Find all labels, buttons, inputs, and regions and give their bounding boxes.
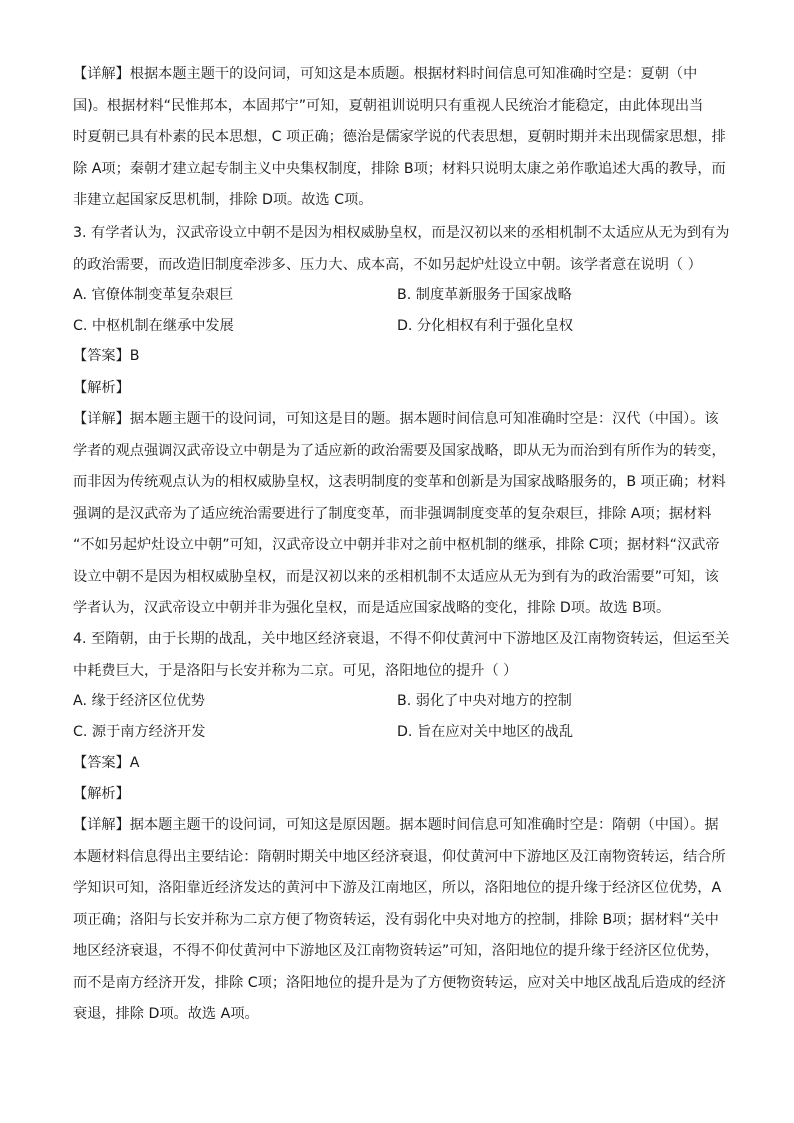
q2-explanation-line: 除 A项；秦朝才建立起专制主义中央集权制度，排除 B项；材料只说明太康之弟作歌追述大禹的教导，而 [73, 160, 726, 177]
q4-explanation-line: 本题材料信息得出主要结论：隋朝时期关中地区经济衰退，仰仗黄河中下游地区及江南物资转运，结合所 [73, 848, 726, 865]
q3-option-b: B. 制度革新服务于国家战略 [397, 287, 572, 303]
q2-explanation-line: 【详解】根据本题主题干的设问词，可知这是本质题。根据材料时间信息可知准确时空是：夏朝（中 [73, 66, 698, 82]
q3-explanation-line: “不如另起炉灶设立中朝”可知，汉武帝设立中朝并非对之前中枢机制的继承，排除 C项；据材料“汉武帝 [73, 537, 720, 553]
q4-stem [73, 624, 730, 687]
q4-explanation-line: 项正确；洛阳与长安并称为二京方便了物资转运，没有弱化中央对地方的控制，排除 B项；据材料“关中 [73, 911, 719, 928]
q4-explanation [73, 810, 726, 1031]
q3-option-c: C. 中枢机制在继承中发展 [73, 318, 234, 334]
q3-explanation [73, 404, 726, 625]
q4-stem-line: 中耗费巨大，于是洛阳与长安并称为二京。可见，洛阳地位的提升（ ） [73, 662, 518, 679]
q2-explanation [73, 59, 726, 217]
q4-analysis-label: 【解析】 [73, 786, 130, 802]
q3-stem-line: 的政治需要，而改造旧制度牵涉多、压力大、成本高，不如另起炉灶设立中朝。该学者意在说明（ ） [73, 256, 702, 273]
q4-option-b: B. 弱化了中央对地方的控制 [397, 693, 572, 709]
q3-stem-line: 3. 有学者认为，汉武帝设立中朝不是因为相权威胁皇权，而是汉初以来的丞相机制不太适应从无为到有为 [73, 225, 730, 241]
q2-explanation-line: 国)。根据材料“民惟邦本，本固邦宁”可知，夏朝祖训说明只有重视人民统治才能稳定，由此体现出当 [73, 97, 704, 114]
q3-explanation-line: 而非因为传统观点认为的相权威胁皇权，这表明制度的变革和创新是为国家战略服务的，B 项正确；材料 [73, 474, 726, 490]
q3-explanation-line: 强调的是汉武帝为了适应统治需要进行了制度变革，而非强调制度变革的复杂艰巨，排除 A项；据材料 [73, 505, 712, 522]
q4-explanation-line: 学知识可知，洛阳靠近经济发达的黄河中下游及江南地区，所以，洛阳地位的提升缘于经济区位优势，A [73, 880, 722, 896]
q3-explanation-line: 学者认为，汉武帝设立中朝并非为强化皇权，而是适应国家战略的变化，排除 D项。故选 B项。 [73, 600, 671, 616]
q3-explanation-line: 【详解】据本题主题干的设问词，可知这是目的题。据本题时间信息可知准确时空是：汉代（中国）。该 [73, 411, 719, 427]
q4-explanation-line: 【详解】据本题主题干的设问词，可知这是原因题。据本题时间信息可知准确时空是：隋朝（中国）。据 [73, 817, 719, 833]
q2-explanation-line: 非建立起国家反思机制，排除 D项。故选 C项。 [73, 192, 373, 208]
q3-stem [73, 218, 730, 281]
q3-option-d: D. 分化相权有利于强化皇权 [397, 318, 574, 334]
q3-analysis-label: 【解析】 [73, 380, 130, 396]
q4-answer: 【答案】A [73, 755, 140, 771]
q4-stem-line: 4. 至隋朝，由于长期的战乱，关中地区经济衰退，不得不仰仗黄河中下游地区及江南物资转运，但运至关 [73, 631, 730, 647]
q2-explanation-line: 时夏朝已具有朴素的民本思想，C 项正确；德治是儒家学说的代表思想，夏朝时期并未出现儒家思想，排 [73, 129, 726, 145]
q3-option-a: A. 官僚体制变革复杂艰巨 [73, 287, 234, 303]
q4-explanation-line: 而不是南方经济开发，排除 C项；洛阳地位的提升是为了方便物资转运，应对关中地区战乱后造成的经济 [73, 974, 726, 991]
q4-option-c: C. 源于南方经济开发 [73, 724, 206, 740]
q4-explanation-line: 衰退，排除 D项。故选 A项。 [73, 1006, 259, 1022]
q4-option-d: D. 旨在应对关中地区的战乱 [397, 724, 574, 740]
q3-explanation-line: 学者的观点强调汉武帝设立中朝是为了适应新的政治需要及国家战略，即从无为而治到有所作为的转变， [73, 442, 726, 459]
q4-option-a: A. 缘于经济区位优势 [73, 693, 205, 709]
q3-explanation-line: 设立中朝不是因为相权威胁皇权，而是汉初以来的丞相机制不太适应从无为到有为的政治需要”可知，该 [73, 568, 719, 585]
q3-answer: 【答案】B [73, 348, 140, 364]
q4-explanation-line: 地区经济衰退，不得不仰仗黄河中下游地区及江南物资转运”可知，洛阳地位的提升缘于经济区位优势， [73, 943, 719, 959]
